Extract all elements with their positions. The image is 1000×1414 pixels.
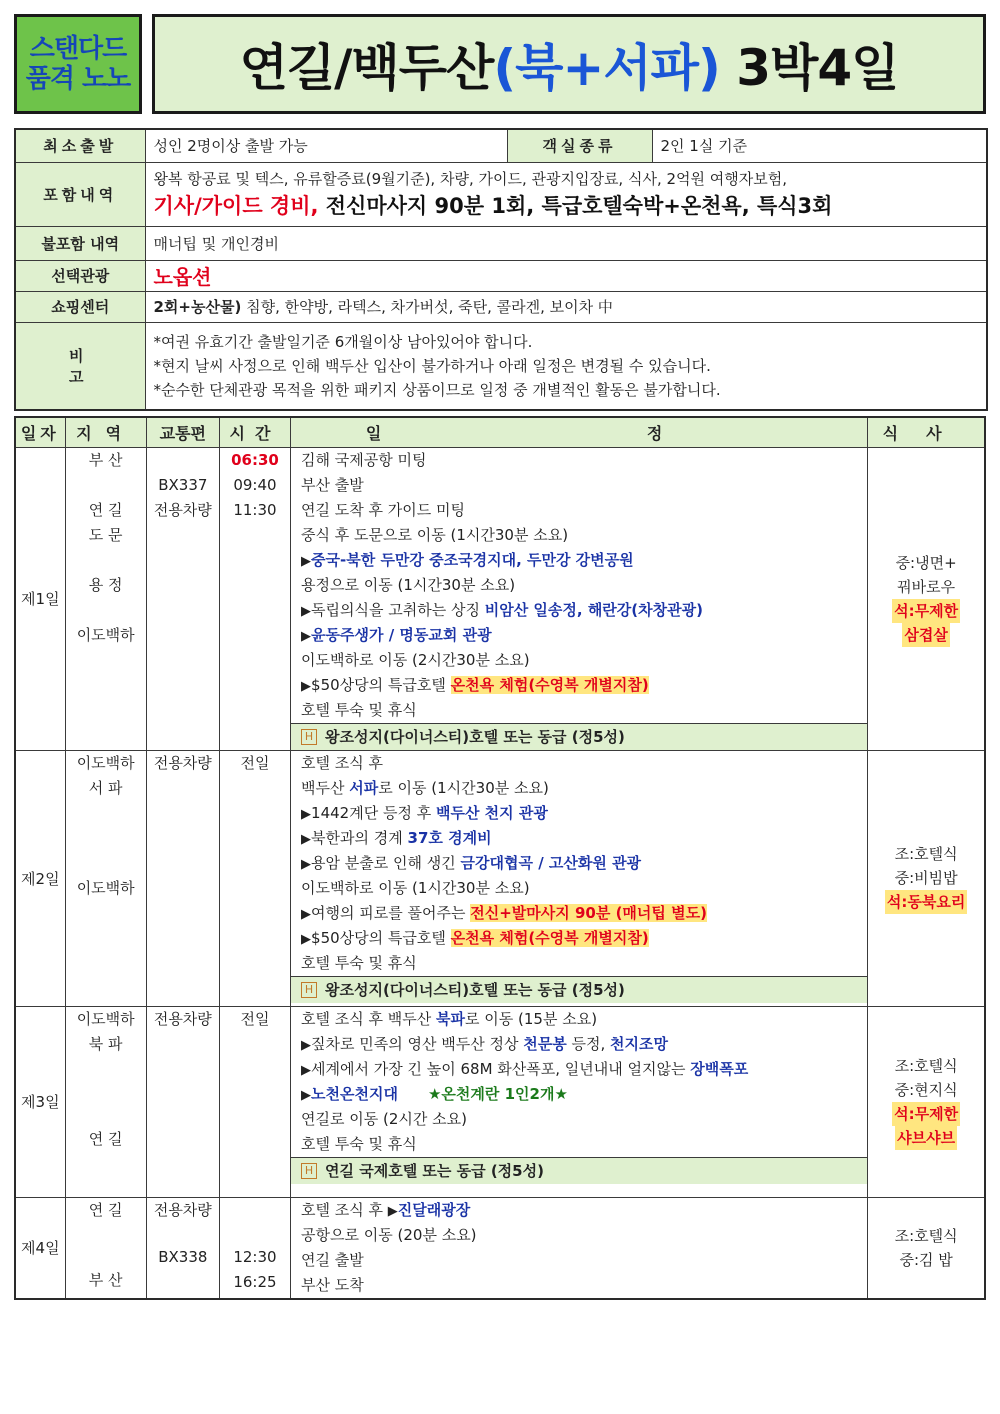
itinerary-item: 호텔 조식 후 백두산 북파로 이동 (15분 소요)	[301, 1009, 598, 1028]
time-item: 11:30	[233, 500, 277, 519]
itinerary-item: 중식 후 도문으로 이동 (1시간30분 소요)	[301, 525, 569, 544]
info-row-optional	[15, 260, 987, 291]
itinerary-item: ▶독립의식을 고취하는 상징 비암산 일송정, 해란강(차창관광)	[301, 600, 703, 619]
header-itinerary: 일 정	[291, 417, 868, 447]
meal-special: 샤브샤브	[895, 1126, 957, 1150]
triangle-right-icon: ▶	[301, 553, 312, 569]
included-highlight: 기사/가이드 경비,	[153, 194, 319, 218]
page-title-box	[152, 14, 986, 114]
schedule-header-row	[15, 417, 985, 447]
itinerary-cell	[291, 1006, 868, 1197]
time-cell	[219, 1006, 290, 1197]
triangle-right-icon: ▶	[301, 856, 312, 872]
itinerary-cell	[291, 750, 868, 1006]
min-departure-value: 성인 2명이상 출발 가능	[145, 129, 507, 162]
included-line-2	[154, 191, 979, 221]
transport-cell	[146, 1197, 219, 1299]
itinerary-item: ▶용암 분출로 인해 생긴 금강대협곡 / 고산화원 관광	[301, 853, 642, 872]
meal-special: 석:무제한	[892, 1102, 960, 1126]
schedule-table	[14, 416, 986, 1300]
itinerary-item: ▶1442계단 등정 후 백두산 천지 관광	[301, 803, 548, 822]
time-item: 09:40	[233, 475, 277, 494]
time-item: 06:30	[231, 450, 279, 469]
transport-item: 전용차량	[153, 1009, 212, 1028]
transport-item: 전용차량	[153, 1200, 212, 1219]
meal-special: 석:동북요리	[885, 890, 967, 914]
itinerary-item: 연길 출발	[301, 1250, 364, 1269]
itinerary-item: 연길 도착 후 가이드 미팅	[301, 500, 466, 519]
region-cell	[65, 1006, 146, 1197]
itinerary-item: 부산 출발	[301, 475, 364, 494]
triangle-right-icon: ▶	[301, 1062, 312, 1078]
itinerary-item: ▶$50상당의 특급호텔 온천욕 체험(수영복 개별지참)	[301, 675, 649, 694]
optional-tour-label: 선택관광	[15, 260, 145, 291]
itinerary-item: ▶여행의 피로를 풀어주는 전신+발마사지 90분 (매너팁 별도)	[301, 903, 707, 922]
transport-cell	[146, 750, 219, 1006]
itinerary-item: ▶중국-북한 두만강 중조국경지대, 두만강 강변공원	[301, 550, 634, 569]
triangle-right-icon: ▶	[301, 806, 312, 822]
meal-special: 삼겹살	[902, 623, 949, 647]
itinerary-item: 호텔 조식 후 ▶진달래광장	[301, 1200, 471, 1219]
transport-cell	[146, 1006, 219, 1197]
page-title	[240, 28, 899, 100]
triangle-right-icon: ▶	[301, 906, 312, 922]
itinerary-item: 호텔 투숙 및 휴식	[301, 700, 417, 719]
region-item: 연 길	[88, 1129, 123, 1148]
meal-item: 조:호텔식	[894, 1226, 958, 1245]
excluded-value: 매너팁 및 개인경비	[145, 226, 987, 260]
logo-line-1: 스탠다드	[29, 34, 127, 64]
region-item: 이도백하	[76, 1009, 135, 1028]
shopping-count: 2회+농산물)	[153, 298, 242, 316]
header-meals: 식사	[868, 417, 985, 447]
region-item: 도 문	[88, 525, 123, 544]
flight-number: BX338	[158, 1247, 208, 1266]
meal-cell	[868, 750, 985, 1006]
brand-logo	[14, 14, 142, 114]
itinerary-cell	[291, 1197, 868, 1299]
itinerary-item: 호텔 조식 후	[301, 753, 384, 772]
meal-item: 꿔바로우	[897, 577, 956, 596]
note-line-3: *순수한 단체관광 목적을 위한 패키지 상품이므로 일정 중 개별적인 활동은 불가합니다.	[153, 380, 721, 399]
day-row-3	[15, 1006, 985, 1197]
note-line-1: *여권 유효기간 출발일기준 6개월이상 남아있어야 합니다.	[153, 332, 533, 351]
transport-item	[147, 448, 219, 473]
shopping-items: 침향, 한약방, 라텍스, 차가버섯, 죽탄, 콜라겐, 보이차 中	[241, 298, 613, 316]
transport-item: 전용차량	[153, 500, 212, 519]
transport-item: 전용차량	[153, 753, 212, 772]
meal-item: 조:호텔식	[894, 845, 958, 863]
itinerary-item: 김해 국제공항 미팅	[301, 450, 427, 469]
itinerary-item: 호텔 투숙 및 휴식	[301, 1134, 417, 1153]
included-label: 포함내역	[15, 162, 145, 226]
region-item: 이도백하	[76, 753, 135, 772]
shopping-value	[145, 291, 987, 322]
itinerary-item: ▶북한과의 경계 37호 경계비	[301, 828, 492, 847]
hotel-icon: H	[301, 729, 317, 745]
info-row-min-departure	[15, 129, 987, 162]
itinerary-item: 이도백하로 이동 (2시간30분 소요)	[301, 650, 530, 669]
included-value	[145, 162, 987, 226]
region-item: 북 파	[88, 1034, 123, 1053]
itinerary-cell	[291, 447, 868, 750]
title-part-2: (북+서파)	[493, 39, 720, 97]
itinerary-item: 연길로 이동 (2시간 소요)	[301, 1109, 467, 1128]
info-row-shopping	[15, 291, 987, 322]
triangle-right-icon: ▶	[301, 1087, 312, 1103]
meal-item: 중:현지식	[894, 1080, 958, 1099]
meal-item: 중:냉면+	[895, 553, 957, 572]
transport-cell	[146, 447, 219, 750]
meal-cell	[868, 1006, 985, 1197]
day-label: 제1일	[15, 447, 65, 750]
region-item: 부 산	[88, 450, 123, 469]
day-label: 제4일	[15, 1197, 65, 1299]
region-item: 연 길	[88, 1200, 123, 1219]
region-cell	[65, 447, 146, 750]
hotel-row: H 연길 국제호텔 또는 동급 (정5성)	[291, 1157, 867, 1184]
header-region: 지역	[65, 417, 146, 447]
notes-value	[145, 322, 987, 410]
time-item: 전일	[240, 753, 270, 772]
itinerary-item: 용정으로 이동 (1시간30분 소요)	[301, 575, 516, 594]
time-item: 전일	[240, 1009, 270, 1028]
itinerary-item: ▶$50상당의 특급호텔 온천욕 체험(수영복 개별지참)	[301, 928, 649, 947]
info-row-excluded	[15, 226, 987, 260]
region-item: 용 정	[88, 575, 123, 594]
time-cell	[219, 1197, 290, 1299]
info-row-included	[15, 162, 987, 226]
meal-cell	[868, 1197, 985, 1299]
triangle-right-icon: ▶	[301, 628, 312, 644]
title-part-3: 3박4일	[719, 39, 899, 97]
info-table	[14, 128, 988, 411]
itinerary-item: 공항으로 이동 (20분 소요)	[301, 1225, 477, 1244]
hotel-icon: H	[301, 1163, 317, 1179]
triangle-right-icon: ▶	[301, 678, 312, 694]
day-label: 제2일	[15, 750, 65, 1006]
itinerary-item: ▶노천온천지대 ★온천계란 1인2개★	[301, 1084, 568, 1103]
triangle-right-icon: ▶	[301, 1037, 312, 1053]
triangle-right-icon: ▶	[387, 1203, 398, 1219]
region-item	[66, 548, 146, 573]
day-row-2	[15, 750, 985, 1006]
optional-tour-value: 노옵션	[145, 260, 987, 291]
region-item: 연 길	[88, 500, 123, 519]
header-day: 일자	[15, 417, 65, 447]
region-item	[66, 598, 146, 623]
meal-item: 중:비빔밥	[894, 869, 958, 887]
day-row-4	[15, 1197, 985, 1299]
region-item	[66, 473, 146, 498]
day-label: 제3일	[15, 1006, 65, 1197]
flight-number: BX337	[158, 475, 208, 494]
header-transport: 교통편	[146, 417, 219, 447]
itinerary-item: 이도백하로 이동 (1시간30분 소요)	[301, 878, 530, 897]
region-item: 이도백하	[76, 878, 135, 897]
meal-item: 중:김 밥	[899, 1250, 953, 1269]
time-item: 16:25	[233, 1272, 277, 1291]
info-row-notes	[15, 322, 987, 410]
region-cell	[65, 1197, 146, 1299]
region-item: 부 산	[88, 1270, 123, 1289]
meal-item: 조:호텔식	[894, 1056, 958, 1075]
time-item: 12:30	[233, 1247, 277, 1266]
time-cell	[219, 447, 290, 750]
itinerary-item: 부산 도착	[301, 1275, 364, 1294]
title-part-1: 연길/백두산	[239, 39, 494, 97]
hotel-row: H 왕조성지(다이너스티)호텔 또는 동급 (정5성)	[291, 723, 867, 750]
time-cell	[219, 750, 290, 1006]
shopping-label: 쇼핑센터	[15, 291, 145, 322]
triangle-right-icon: ▶	[301, 603, 312, 619]
included-rest: 전신마사지 90분 1회, 특급호텔숙박+온천욕, 특식3회	[318, 194, 833, 218]
meal-special: 석:무제한	[892, 599, 960, 623]
hotel-icon: H	[301, 982, 317, 998]
triangle-right-icon: ▶	[301, 931, 312, 947]
logo-line-2: 품격 노노	[25, 64, 131, 94]
notes-label: 비 고	[15, 322, 145, 410]
day-row-1	[15, 447, 985, 750]
triangle-right-icon: ▶	[301, 831, 312, 847]
hotel-row: H 왕조성지(다이너스티)호텔 또는 동급 (정5성)	[291, 976, 867, 1003]
itinerary-item: ▶세계에서 가장 긴 높이 68M 화산폭포, 일년내내 얼지않는 장백폭포	[301, 1059, 749, 1078]
itinerary-item: ▶윤동주생가 / 명동교회 관광	[301, 625, 492, 644]
itinerary-item: 백두산 서파로 이동 (1시간30분 소요)	[301, 778, 549, 797]
min-departure-label: 최소출발	[15, 129, 145, 162]
header-time: 시간	[219, 417, 290, 447]
region-item: 서 파	[88, 778, 123, 797]
itinerary-item: 호텔 투숙 및 휴식	[301, 953, 417, 972]
included-line-1: 왕복 항공료 및 텍스, 유류할증료(9월기준), 차량, 가이드, 관광지입장료, 식사, 2억원 여행자보험,	[153, 170, 787, 188]
region-item: 이도백하	[76, 625, 135, 644]
room-type-label: 객실종류	[507, 129, 652, 162]
meal-cell	[868, 447, 985, 750]
room-type-value: 2인 1실 기준	[652, 129, 987, 162]
note-line-2: *현지 날씨 사정으로 인해 백두산 입산이 불가하거나 아래 일정은 변경될 수 있습니다.	[153, 356, 711, 375]
region-cell	[65, 750, 146, 1006]
itinerary-item: ▶짚차로 민족의 영산 백두산 정상 천문봉 등정, 천지조망	[301, 1034, 668, 1053]
excluded-label: 불포함 내역	[15, 226, 145, 260]
